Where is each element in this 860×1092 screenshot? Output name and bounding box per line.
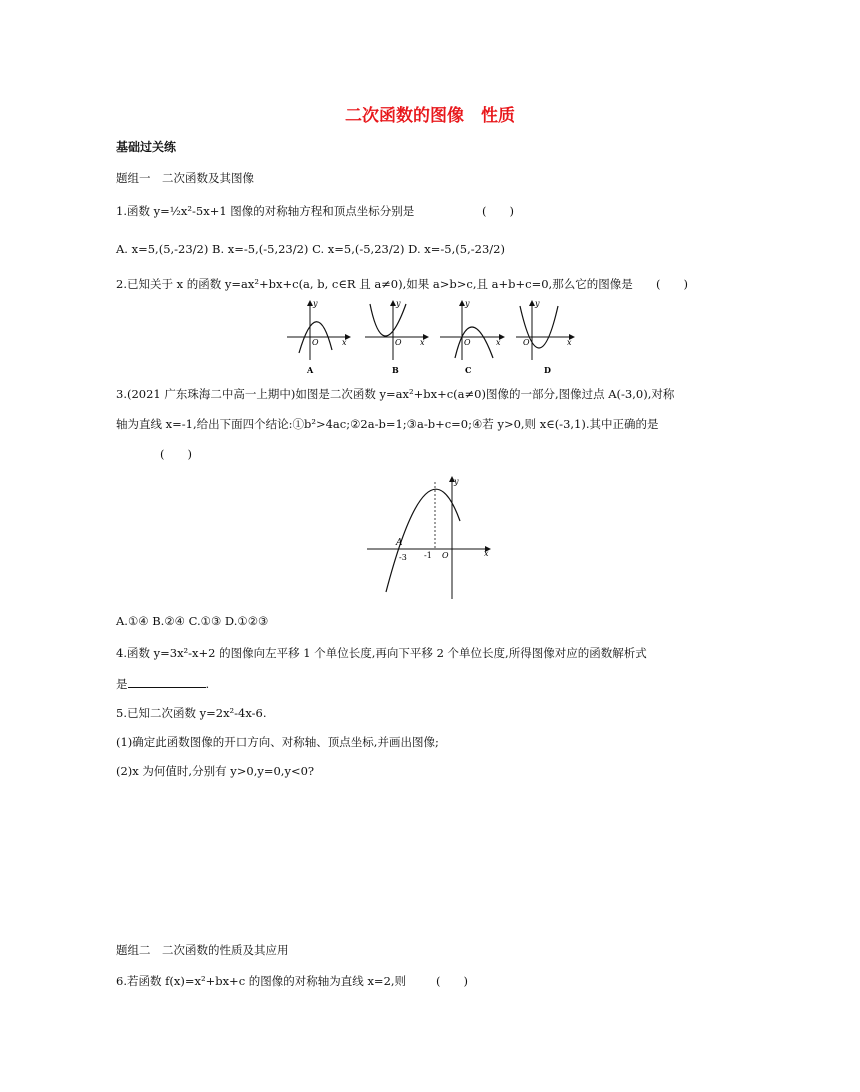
section-heading: 基础过关练 xyxy=(116,140,177,154)
graph-b xyxy=(365,299,428,375)
question-3-answer-paren: ( ) xyxy=(160,447,192,461)
question-3-graph xyxy=(364,474,504,604)
question-1-text: 1.函数 y=½x²-5x+1 图像的对称轴方程和顶点坐标分别是 xyxy=(116,204,415,218)
graph-d-x-label: x xyxy=(567,338,572,347)
question-5-part-1: (1)确定此函数图像的开口方向、对称轴、顶点坐标,并画出图像; xyxy=(116,735,439,749)
question-4-answer-blank[interactable] xyxy=(128,677,206,688)
question-5-text: 5.已知二次函数 y=2x²-4x-6. xyxy=(116,706,267,720)
graph-d xyxy=(516,299,574,375)
group-heading-2: 题组二 二次函数的性质及其应用 xyxy=(116,943,289,957)
question-5-part-2: (2)x 为何值时,分别有 y>0,y=0,y<0? xyxy=(116,764,315,778)
q3-tick-neg3: -3 xyxy=(399,553,407,562)
graph-b-y-label: y xyxy=(396,299,401,308)
question-1-answer-paren: ( ) xyxy=(482,204,514,218)
graph-c-y-label: y xyxy=(465,299,470,308)
question-6-answer-paren: ( ) xyxy=(436,974,468,988)
graph-b-origin-label: O xyxy=(395,338,402,347)
graph-a-origin-label: O xyxy=(312,338,319,347)
group-heading-1: 题组一 二次函数及其图像 xyxy=(116,171,254,185)
graph-c-x-label: x xyxy=(496,338,501,347)
q3-point-a-label: A xyxy=(396,538,403,548)
question-4-prefix: 是 xyxy=(116,677,128,691)
graph-d-label: D xyxy=(544,365,551,375)
q3-tick-neg1: -1 xyxy=(424,551,432,560)
graph-a xyxy=(287,299,350,375)
question-2-graphs xyxy=(282,298,582,378)
question-4-line-1: 4.函数 y=3x²-x+2 的图像向左平移 1 个单位长度,再向下平移 2 个单位长度,所得图像对应的函数解析式 xyxy=(116,646,647,660)
question-4-suffix: . xyxy=(205,677,210,691)
page-title: 二次函数的图像 性质 xyxy=(345,106,515,126)
graph-b-label: B xyxy=(392,365,399,375)
question-4-line-2 xyxy=(116,676,209,692)
graph-a-y-label: y xyxy=(313,299,318,308)
question-3-options: A.①④ B.②④ C.①③ D.①②③ xyxy=(116,614,269,628)
q3-x-label: x xyxy=(484,549,489,558)
question-6-text: 6.若函数 f(x)=x²+bx+c 的图像的对称轴为直线 x=2,则 xyxy=(116,974,407,988)
graph-a-label: A xyxy=(307,365,314,375)
graph-c-label: C xyxy=(465,365,472,375)
question-1-options: A. x=5,(5,-23/2) B. x=-5,(-5,23/2) C. x=5,(-5,23/2) D. x=-5,(5,-23/2) xyxy=(116,242,505,256)
graph-b-x-label: x xyxy=(420,338,425,347)
question-3-line-1: 3.(2021 广东珠海二中高一上期中)如图是二次函数 y=ax²+bx+c(a≠0)图像的一部分,图像过点 A(-3,0),对称 xyxy=(116,387,675,401)
question-2-text: 2.已知关于 x 的函数 y=ax²+bx+c(a, b, c∈R 且 a≠0),如果 a>b>c,且 a+b+c=0,那么它的图像是 xyxy=(116,277,633,291)
graph-c xyxy=(440,299,504,375)
graph-a-x-label: x xyxy=(342,338,347,347)
graph-c-origin-label: O xyxy=(464,338,471,347)
question-2-answer-paren: ( ) xyxy=(656,277,688,291)
graph-d-y-label: y xyxy=(535,299,540,308)
q3-origin-label: O xyxy=(442,551,449,560)
graph-d-origin-label: O xyxy=(523,338,530,347)
q3-y-label: y xyxy=(454,477,459,486)
question-3-line-2: 轴为直线 x=-1,给出下面四个结论:①b²>4ac;②2a-b=1;③a-b+c=0;④若 y>0,则 x∈(-3,1).其中正确的是 xyxy=(116,417,659,431)
